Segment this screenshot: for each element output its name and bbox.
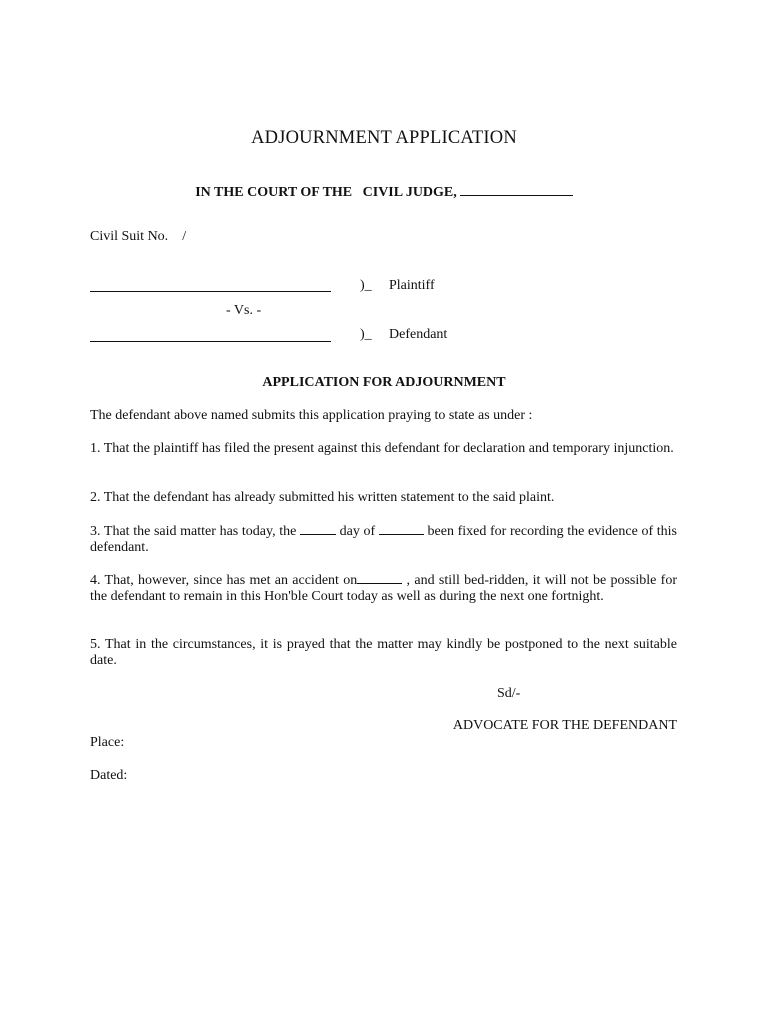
court-heading bbox=[0, 183, 768, 201]
place-label: Place: bbox=[90, 735, 125, 750]
dated-label: Dated: bbox=[90, 768, 128, 783]
defendant-name-blank bbox=[90, 341, 331, 342]
judge-name-blank bbox=[460, 183, 573, 196]
signature-mark: Sd/- bbox=[497, 686, 521, 701]
month-blank bbox=[379, 523, 424, 535]
paragraph-3-part-a: 3. That the said matter has today, the bbox=[90, 524, 297, 539]
accident-date-blank bbox=[357, 572, 402, 584]
defendant-paren: )_ bbox=[360, 327, 372, 342]
paragraph-5: 5. That in the circumstances, it is prayed that the matter may kindly be postponed to the next suitable date. bbox=[90, 637, 677, 669]
day-blank bbox=[300, 523, 336, 535]
civil-suit-slash: / bbox=[182, 229, 187, 244]
paragraph-3 bbox=[90, 523, 677, 557]
paragraph-4 bbox=[90, 572, 677, 606]
civil-suit-label: Civil Suit No. bbox=[90, 229, 169, 244]
paragraph-2: 2. That the defendant has already submitted his written statement to the said plaint. bbox=[90, 490, 555, 505]
paragraph-1: 1. That the plaintiff has filed the present against this defendant for declaration and temporary injunction. bbox=[90, 441, 674, 456]
application-subheading: APPLICATION FOR ADJOURNMENT bbox=[262, 375, 506, 390]
paragraph-4-part-b: , and still bed-ridden, it will not be possible for the defendant to remain in this Hon'ble Court today as well as during the next one fortnight. bbox=[90, 573, 678, 605]
defendant-label: Defendant bbox=[389, 327, 448, 342]
paragraph-3-part-c: been fixed for recording the evidence of this defendant. bbox=[90, 524, 677, 556]
advocate-label: ADVOCATE FOR THE DEFENDANT bbox=[452, 718, 677, 733]
intro-paragraph: The defendant above named submits this application praying to state as under : bbox=[90, 408, 533, 423]
civil-suit-line bbox=[90, 229, 186, 245]
plaintiff-label: Plaintiff bbox=[389, 278, 435, 293]
document-title: ADJOURNMENT APPLICATION bbox=[251, 128, 517, 148]
versus-label: - Vs. - bbox=[226, 303, 262, 318]
paragraph-3-part-b: day of bbox=[339, 524, 376, 539]
plaintiff-name-blank bbox=[90, 291, 331, 292]
paragraph-4-part-a: 4. That, however, since has met an accident on bbox=[90, 573, 358, 588]
court-heading-text: IN THE COURT OF THE CIVIL JUDGE, bbox=[195, 185, 457, 200]
plaintiff-paren: )_ bbox=[360, 278, 372, 293]
